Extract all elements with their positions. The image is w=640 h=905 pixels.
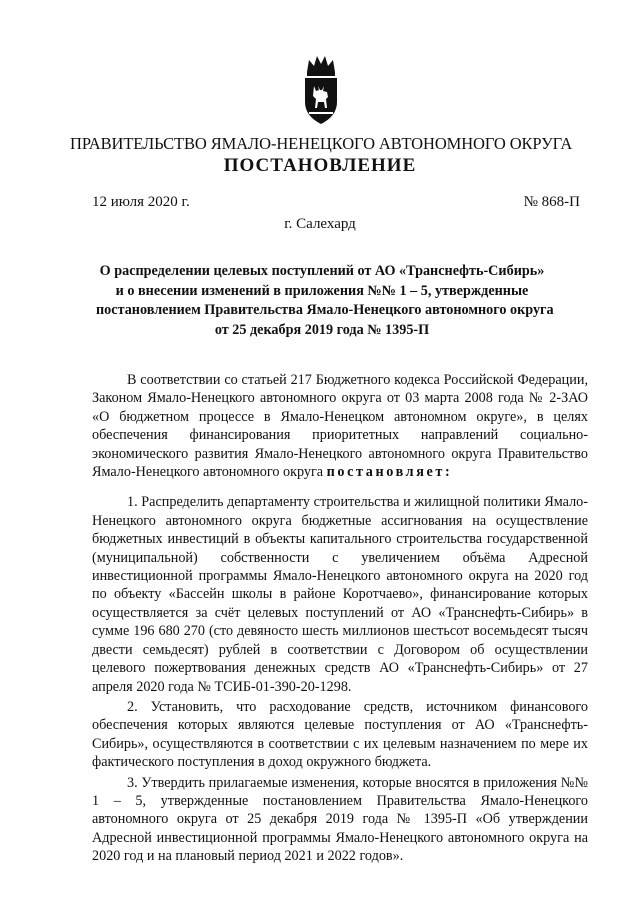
document-number: № 868-П (523, 194, 580, 210)
document-date: 12 июля 2020 г. (92, 194, 190, 210)
government-name: ПРАВИТЕЛЬСТВО ЯМАЛО-НЕНЕЦКОГО АВТОНОМНОГО ОКРУГА (70, 134, 573, 153)
coat-of-arms-icon (301, 50, 341, 130)
decision-word: постановляет: (326, 464, 453, 481)
title-line: постановлением Правительства Ямало-Ненецкого автономного округа (96, 302, 554, 318)
document-title (96, 262, 554, 340)
title-line: от 25 декабря 2019 года № 1395-П (214, 321, 430, 338)
preamble-text: В соответствии со статьей 217 Бюджетного кодекса Российской Федерации, Законом Ямало-Ненецкого автономного округа от 03 марта 2008 года № 2-ЗАО «О бюджетном процессе в Ямало-Ненецком автономном округе», в целях обеспечения финансирования приоритетных направлений социально-экономического развития Ямало-Ненецкого автономного округа Правительство Ямало-Ненецкого автономного округа (92, 372, 588, 481)
paragraph-3: 3. Утвердить прилагаемые изменения, которые вносятся в приложения №№ 1 – 5, утвержденные постановлением Правительства Ямало-Ненецкого автономного округа от 25 декабря 2019 года № 1395-П «Об утверждении Адресной инвестиционной программы Ямало-Ненецкого автономного округа на 2020 год и на плановый период 2021 и 2022 годов». (92, 774, 588, 865)
preamble-paragraph (92, 371, 588, 481)
title-line: О распределении целевых поступлений от АО «Транснефть-Сибирь» (99, 263, 545, 279)
document-body (92, 371, 588, 868)
paragraph-1: 1. Распределить департаменту строительства и жилищной политики Ямало-Ненецкого автономного округа бюджетные ассигнования на осуществление бюджетных инвестиций в объекты капитального строительства государственной (муниципальной) собственности с увеличением объёма Адресной инвестиционной программы Ямало-Ненецкого автономного округа на 2020 год по объекту «Бассейн школы в районе Коротчаево», финансирование которых осуществляется за счёт целевых поступлений от АО «Транснефть-Сибирь» в сумме 196 680 270 (сто девяносто шесть миллионов шестьсот восемьдесят тысяч двести семьдесят) рублей в соответствии с Договором об осуществлении целевого пожертвования денежных средств АО «Транснефть-Сибирь» от 27 апреля 2020 года № ТСИБ-01-390-20-1298. (92, 494, 588, 695)
document-city: г. Салехард (284, 216, 356, 232)
document-type: ПОСТАНОВЛЕНИЕ (223, 155, 417, 176)
title-line: и о внесении изменений в приложения №№ 1 – 5, утвержденные (115, 282, 529, 299)
paragraph-2: 2. Установить, что расходование средств, источником финансового обеспечения которых являются целевые поступления от АО «Транснефть-Сибирь», осуществляются в соответствии с их целевым назначением по мере их фактического поступления в доход окружного бюджета. (92, 698, 588, 771)
